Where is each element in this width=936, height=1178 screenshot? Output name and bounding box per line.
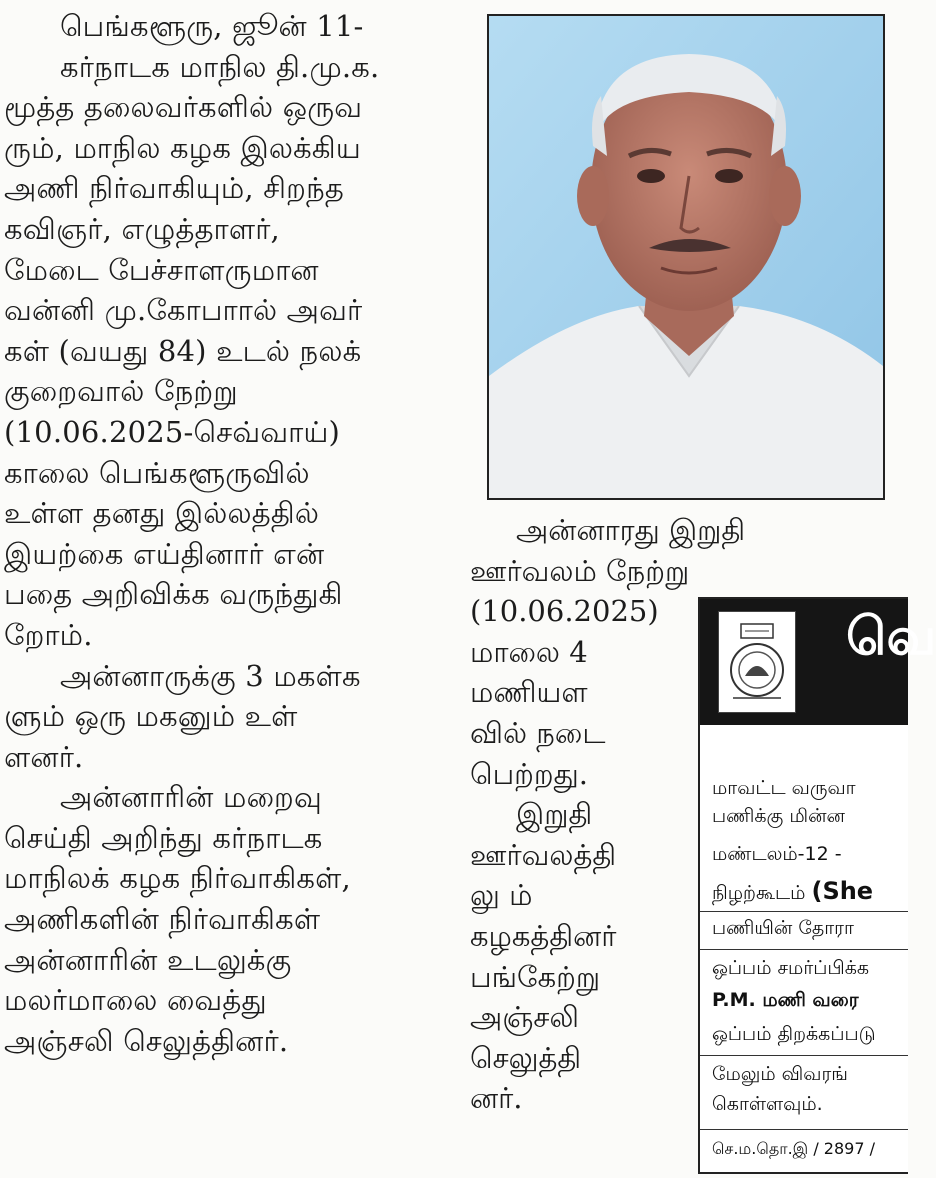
article-line: இறுதி	[516, 797, 593, 832]
article-line: அஞ்சலி செலுத்தினர்.	[4, 1023, 289, 1058]
ad-line-8: ஒப்பம் திறக்கப்படு	[712, 1023, 876, 1045]
article-right-top-lines	[470, 510, 906, 591]
article-line: ளும் ஒரு மகனும் உள்	[4, 699, 298, 734]
article-line: அஞ்சலி	[470, 1000, 579, 1035]
article-line: னர்.	[470, 1081, 523, 1116]
ad-line-10: கொள்ளவும்.	[712, 1093, 823, 1115]
government-seal-logo	[718, 611, 796, 713]
ad-line-3: மண்டலம்-12 -	[712, 843, 842, 865]
article-line: உள்ள தனது இல்லத்தில்	[4, 496, 320, 531]
article-line: மூத்த தலைவர்களில் ஒருவ	[4, 90, 363, 125]
article-line: கழகத்தினர்	[470, 918, 617, 953]
ad-line-2: பணிக்கு மின்ன	[712, 805, 845, 827]
ad-divider	[700, 1055, 908, 1056]
article-line: அன்னாரின் மறைவு	[60, 780, 322, 815]
article-line: ஊர்வலம் நேற்று	[470, 553, 690, 588]
article-line: அன்னாரின் உடலுக்கு	[4, 942, 292, 977]
article-line: செய்தி அறிந்து கர்நாடக	[4, 820, 323, 855]
ad-line-6: ஒப்பம் சமர்ப்பிக்க	[712, 957, 870, 979]
article-line: (10.06.2025-செவ்வாய்)	[4, 414, 341, 449]
article-line: அணி நிர்வாகியும், சிறந்த	[4, 171, 344, 206]
article-line: ரும், மாநில கழக இலக்கிய	[4, 130, 361, 165]
article-line: ஊர்வலத்தி	[470, 837, 617, 872]
obituary-photo	[487, 14, 885, 500]
ad-divider	[700, 911, 908, 912]
article-line: குறைவால் நேற்று	[4, 374, 238, 409]
ad-line-9: மேலும் விவரங்	[712, 1063, 848, 1085]
article-line: மாலை 4	[470, 634, 588, 669]
ad-footer-ref: செ.ம.தொ.இ / 2897 /	[712, 1139, 875, 1158]
article-line: மேடை பேச்சாளருமான	[4, 252, 319, 287]
article-line: றோம்.	[4, 617, 93, 652]
portrait-image	[489, 16, 883, 498]
article-left-column	[4, 6, 442, 1061]
article-middle-column	[470, 591, 696, 1119]
article-line: கர்நாடக மாநில தி.மு.க.	[60, 49, 380, 84]
article-line: பங்கேற்று	[470, 959, 601, 994]
ad-line-7-text: P.M. மணி வரை	[712, 989, 859, 1011]
article-line: அன்னாருக்கு 3 மகள்க	[60, 658, 361, 693]
ad-line-1: மாவட்ட வருவா	[712, 777, 856, 799]
article-line: லு ம்	[470, 878, 533, 913]
ad-line-4	[712, 877, 873, 907]
article-line: மணியள	[470, 675, 588, 710]
article-line: கவிஞர், எழுத்தாளர்,	[4, 211, 280, 246]
article-line: பெற்றது.	[470, 756, 588, 791]
article-line: செலுத்தி	[470, 1040, 582, 1075]
ad-title: வெ	[846, 607, 936, 667]
ad-divider	[700, 1129, 908, 1130]
article-line: வன்னி மு.கோபாால் அவர்	[4, 293, 363, 328]
ad-line-5: பணியின் தோரா	[712, 917, 854, 939]
article-line: பதை அறிவிக்க வருந்துகி	[4, 577, 343, 612]
article-line: பெங்களூரு, ஜூன் 11-	[60, 9, 364, 43]
ad-divider	[700, 949, 908, 950]
article-line: கள் (வயது 84) உடல் நலக்	[4, 333, 362, 368]
ad-header	[700, 599, 936, 725]
article-line: ளனர்.	[4, 739, 84, 774]
ad-she-text: (She	[811, 877, 874, 905]
article-line: (10.06.2025)	[470, 594, 659, 629]
article-line: மாநிலக் கழக நிர்வாகிகள்,	[4, 861, 351, 896]
article-line: வில் நடை	[470, 715, 606, 750]
article-line: அன்னாரது இறுதி	[516, 513, 746, 547]
article-line: அணிகளின் நிர்வாகிகள்	[4, 902, 321, 937]
article-line: காலை பெங்களூருவில்	[4, 455, 310, 490]
ad-line-4-text: நிழற்கூடம்	[712, 882, 812, 904]
article-line: மலர்மாலை வைத்து	[4, 983, 267, 1018]
tender-advertisement	[698, 597, 936, 1174]
ad-line-7	[712, 989, 859, 1014]
article-line: இயற்கை எய்தினார் என்	[4, 536, 325, 571]
